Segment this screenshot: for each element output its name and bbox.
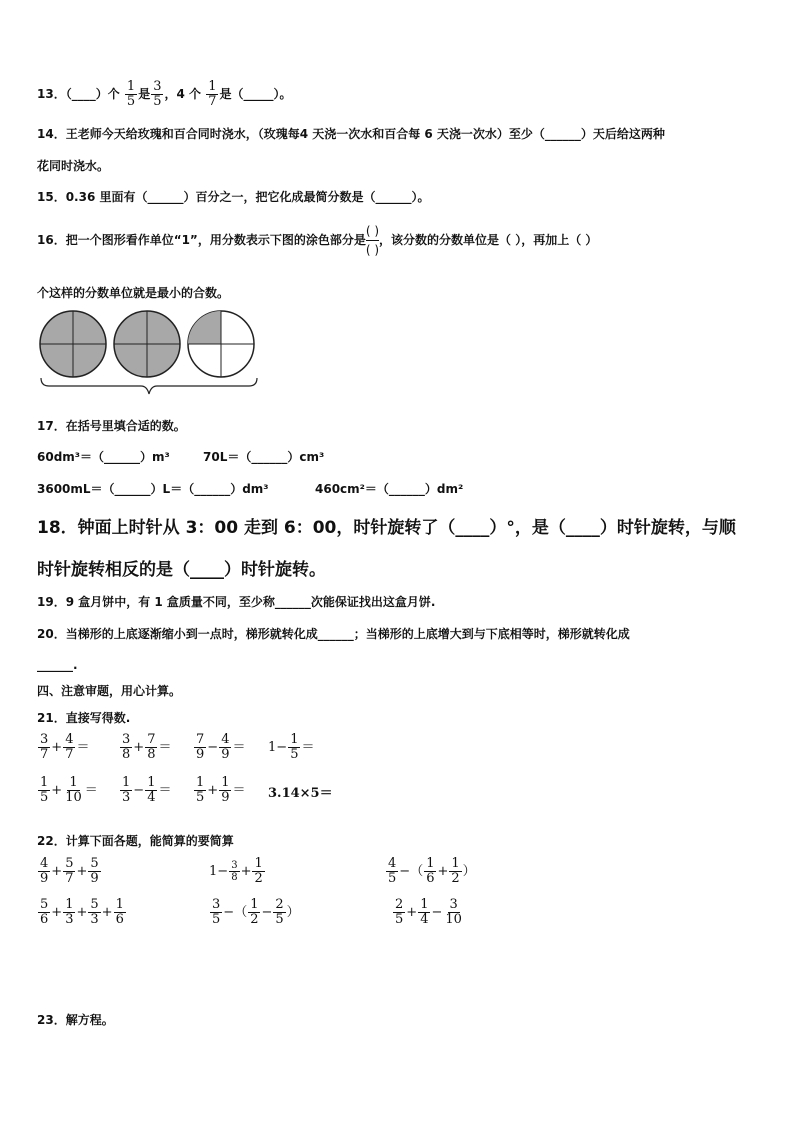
expr: $\frac{1}{3}$ − $\frac{1}{4}$ ＝ [122,775,172,805]
brace [41,378,257,394]
q17-row2a: 3600mL＝（______）L＝（______）dm³ [37,482,269,496]
question-14-line1: 14．王老师今天给玫瑰和百合同时浇水，（玫瑰每4 天浇一次水和百合每 6 天浇一次水）至少（______）天后给这两种 [37,127,665,141]
expr: 3.14×5＝ [268,786,333,801]
circle-full-2 [114,311,180,377]
expr: $\frac{5}{6}$ + $\frac{1}{3}$ + $\frac{5}{3}$ + $\frac{1}{6}$ [40,897,124,927]
question-18-line1: 18．钟面上时针从 3：00 走到 6：00，时针旋转了（____）°，是（____）时针旋转，与顺 [37,518,736,538]
question-18-line2: 时针旋转相反的是（____）时针旋转。 [37,560,326,580]
question-13: 13．（____）个 $\frac{1}{5}$ 是 $\frac{3}{5}$ ，4 个 $\frac{1}{7}$ 是（_____）。 [37,79,292,109]
question-22-title: 22．计算下面各题，能简算的要简算 [37,834,234,848]
section-heading: 四、注意审题，用心计算。 [37,684,182,698]
fraction: $\frac{3}{5}$ [153,79,162,109]
expr: $\frac{1}{5}$ + $\frac{1}{9}$ ＝ [196,775,246,805]
circle-full-1 [40,311,106,377]
question-20-line1: 20．当梯形的上底逐渐缩小到一点时，梯形就转化成______；当梯形的上底增大到与下底相等时，梯形就转化成 [37,627,630,641]
expr: $\frac{1}{5}$ + $\frac{1}{10}$ ＝ [40,775,98,805]
blank-fraction: ( ) ( ) [365,224,380,257]
circles-figure [35,308,265,403]
question-15: 15．0.36 里面有（______）百分之一，把它化成最简分数是（______）。 [37,190,430,204]
expr: $\frac{4}{9}$ + $\frac{5}{7}$ + $\frac{5}{9}$ [40,856,99,886]
circle-quarter [188,311,254,377]
q17-row2b: 460cm²＝（______）dm² [315,482,464,496]
q17-row1b: 70L＝（______）cm³ [203,450,325,464]
expr: $\frac{3}{5}$ −（ $\frac{1}{2}$ − $\frac{2}{5}$ ） [212,897,300,927]
question-19: 19．9 盒月饼中，有 1 盒质量不同，至少称______次能保证找出这盒月饼. [37,595,436,609]
question-20-line2: ______. [37,658,78,672]
fraction: $\frac{1}{5}$ [126,79,136,109]
expr: $\frac{3}{8}$ + $\frac{7}{8}$ ＝ [122,732,172,762]
question-16-line2: 个这样的分数单位就是最小的合数。 [37,286,230,300]
expr: $\frac{7}{9}$ − $\frac{4}{9}$ ＝ [196,732,246,762]
question-14-line2: 花同时浇水。 [37,159,110,173]
expr: $\frac{3}{7}$ + $\frac{4}{7}$ ＝ [40,732,90,762]
expr: $\frac{4}{5}$ −（ $\frac{1}{6}$ + $\frac{1}{2}$ ） [388,856,476,886]
q13-text: 13． [37,87,66,101]
expr: 1− $\frac{1}{5}$ ＝ [268,732,315,762]
question-21-title: 21．直接写得数. [37,711,131,725]
question-17-title: 17．在括号里填合适的数。 [37,419,186,433]
expr: 1− $\frac{3}{8}$ + $\frac{1}{2}$ [209,856,263,886]
question-23: 23．解方程。 [37,1013,114,1027]
fraction: $\frac{1}{7}$ [208,79,217,109]
q17-row1a: 60dm³＝（______）m³ [37,450,170,464]
question-16: 16．把一个图形看作单位“1”，用分数表示下图的涂色部分是 ( ) ( ) ，该分数的分数单位是（ ），再加上（ ） [37,224,598,257]
expr: $\frac{2}{5}$ + $\frac{1}{4}$ − $\frac{3}{10}$ [395,897,462,927]
